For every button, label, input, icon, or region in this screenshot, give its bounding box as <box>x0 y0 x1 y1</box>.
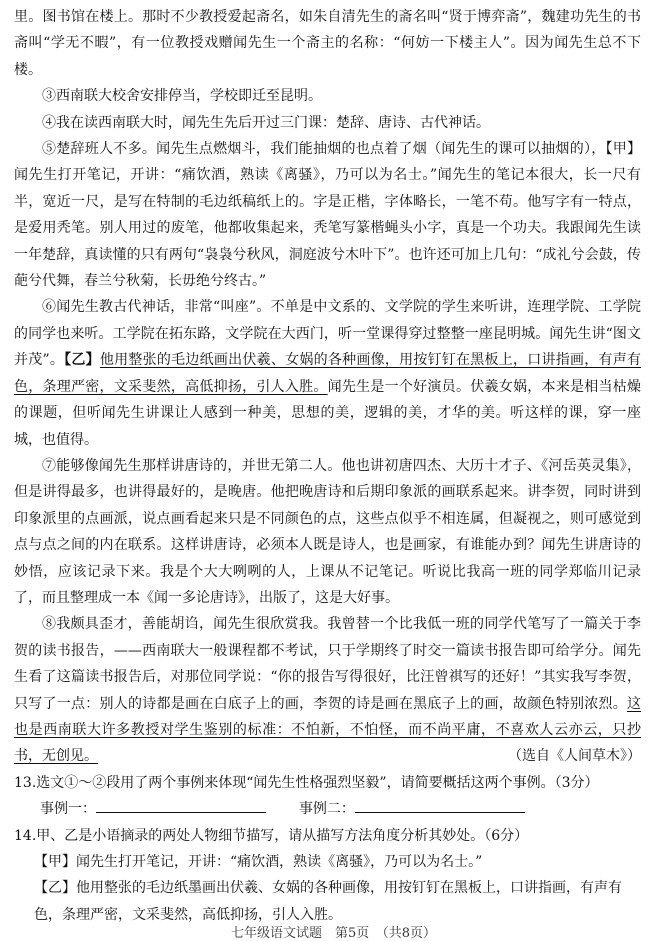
excerpt-yi-marker: 【乙】 <box>64 352 100 369</box>
paragraph-8-underlined: 这也是西南联大许多教授对学生鉴别的标准：不怕新，不怕怪，而不尚平庸，不喜欢人云亦云，只抄书，无创见。 <box>14 695 641 765</box>
q14-excerpt-yi: 【乙】他用整张的毛边纸墨画出伏羲、女娲的各种画像，用按钉钉在黑板上，口讲指画，有声有色，条理严密，文采斐然，高低抑扬，引人入胜。 <box>34 880 622 923</box>
q13-example1-label: 事例一： <box>40 801 96 818</box>
q14-excerpt-jia: 【甲】闻先生打开笔记，开讲：“痛饮酒，熟读《离骚》，乃可以为名士。” <box>34 854 483 870</box>
q13-answer-row <box>14 796 641 822</box>
paragraph-8-body: ⑧我颇具歪才，善能胡诌，闻先生很欣赏我。我曾替一个比我低一班的同学代笔写了一篇关于李贺的读书报告，——西南联大一般课程都不考试，只于学期终了时交一篇读书报告即可给学分。闻先生看了这篇读书报告后，对那位同学说：“你的报告写得很好，比汪曾祺写的还好！”其实我写李贺，只写了一点：别人的诗都是画在白底子上的画，李贺的诗是画在黑底子上的画，故颜色特别浓烈。 <box>14 616 641 712</box>
paragraph-6 <box>14 294 641 452</box>
q13-example2-label: 事例二： <box>298 801 355 818</box>
question-14: 14.甲、乙是小语摘录的两处人物细节描写，请从描写方法角度分析其妙处。（6分） <box>14 827 529 844</box>
q13-example2-blank[interactable] <box>355 798 525 813</box>
paragraph-3: ③西南联大校舍安排停当，学校即迁至昆明。 <box>42 88 322 105</box>
paragraph-library: 里。图书馆在楼上。那时不少教授爱起斋名，如朱自清先生的斋名叫“贤于博弈斋”，魏建功先生的书斋叫“学无不暇”，有一位教授戏赠闻先生一个斋主的名称：“何妨一下楼主人”。因为闻先生总不下楼。 <box>14 9 641 78</box>
q13-example1-blank[interactable] <box>96 798 266 813</box>
paragraph-6-intro: ⑥闻先生教古代神话，非常“叫座”。不单是中文系的、文学院的学生来听讲，连理学院、工学院的同学也来听。工学院在拓东路，文学院在大西门，听一堂课得穿过整整一座昆明城。闻先生讲“图文并茂”。 <box>14 299 641 369</box>
paragraph-5-intro: ⑤楚辞班人不多。闻先生点燃烟斗，我们能抽烟的也点着了烟（闻先生的课可以抽烟的）， <box>42 141 606 158</box>
paragraph-7: ⑦能够像闻先生那样讲唐诗的，并世无第二人。他也讲初唐四杰、大历十才子、《河岳英灵集》，但是讲得最多，也讲得最好的，是晚唐。他把晚唐诗和后期印象派的画联系起来。讲李贺，同时讲到印象派里的点画派，说点画看起来只是不同颜色的点，这些点似乎不相连属，但凝视之，则可感觉到点与点之间的内在联系。这样讲唐诗，必须本人既是诗人，也是画家，有谁能办到？闻先生讲唐诗的妙悟，应该记录下来。我是个大大咧咧的人，上课从不记笔记。听说比我高一班的同学郑临川记录了，而且整理成一本《闻一多论唐诗》，出版了，这是大好事。 <box>14 457 641 606</box>
question-13: 13.选文①～②段用了两个事例来体现“闻先生性格强烈坚毅”，请简要概括这两个事例。（3分） <box>14 774 599 791</box>
paragraph-5 <box>14 136 641 294</box>
paragraph-4: ④我在读西南联大时，闻先生先后开过三门课：楚辞、唐诗、古代神话。 <box>42 114 490 131</box>
page-footer: 七年级语文试题 第5页 （共8页） <box>230 926 437 941</box>
paragraph-6-rest: 闻先生是一个好演员。伏羲女娲，本来是相当枯燥的课题，但听闻先生讲课让人感到一种美，思想的美，逻辑的美，才华的美。听这样的课，穿一座城，也值得。 <box>14 378 642 448</box>
excerpt-yi-underlined: 他用整张的毛边纸画出伏羲、女娲的各种画像，用按钉钉在黑板上，口讲指画，有声有色，条理严密，文采斐然，高低抑扬，引人入胜。 <box>14 352 642 395</box>
source-citation: （选自《人间草木》） <box>508 748 641 765</box>
excerpt-jia: 【甲】闻先生打开笔记，开讲：“痛饮酒，熟读《离骚》，乃可以为名士。”闻先生的笔记本很大，长一尺有半，宽近一尺，是写在特制的毛边纸稿纸上的。字是正楷，字体略长，一笔不苟。他写字有一特点，是爱用秃笔。别人用过的废笔，他都收集起来，秃笔写篆楷蝇头小字，真是一个功夫。我跟闻先生读一年楚辞，真读懂的只有两句“袅袅兮秋风，洞庭波兮木叶下”。也许还可加上几句：“成礼兮会鼓，传葩兮代舞，春兰兮秋菊，长毋绝兮终古。” <box>14 141 642 290</box>
paragraph-8 <box>14 611 641 769</box>
